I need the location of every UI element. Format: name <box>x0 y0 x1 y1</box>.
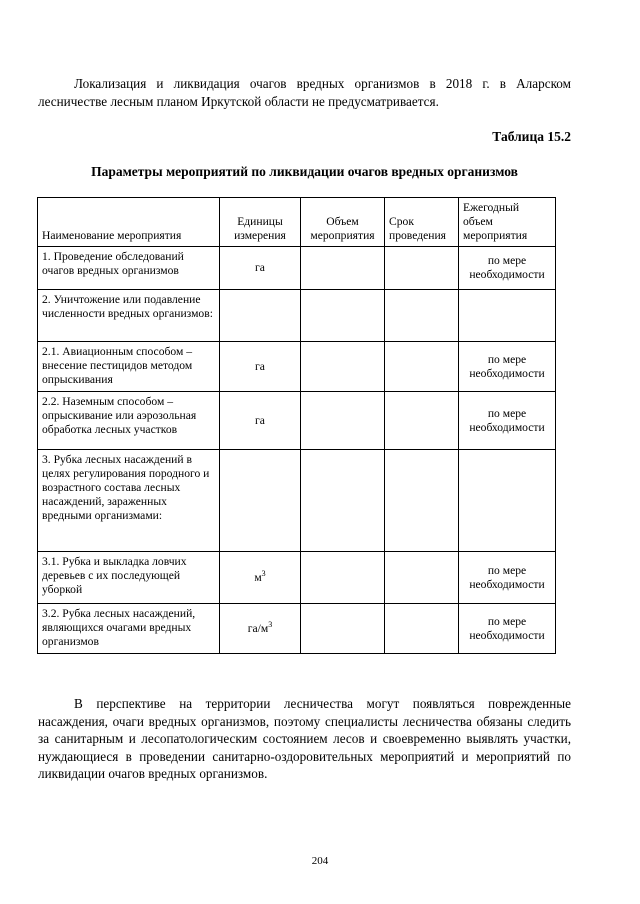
unit-text: м <box>254 570 262 584</box>
table-row <box>38 392 556 450</box>
row-annual-cell: по мере необходимости <box>459 604 556 654</box>
row-unit-cell <box>220 392 301 450</box>
table-row <box>38 604 556 654</box>
unit-superscript: 3 <box>268 619 273 629</box>
row-term-cell <box>385 450 459 552</box>
row-volume-cell <box>301 450 385 552</box>
intro-paragraph: Локализация и ликвидация очагов вредных организмов в 2018 г. в Аларском лесничестве лесным планом Иркутской области не предусматривается. <box>38 76 571 109</box>
row-name-cell: 3.1. Рубка и выкладка ловчих деревьев с их последующей уборкой <box>38 552 220 604</box>
row-volume-cell <box>301 290 385 342</box>
header-volume: Объем мероприятия <box>301 198 385 247</box>
row-volume-cell <box>301 552 385 604</box>
row-name-cell: 1. Проведение обследований очагов вредных организмов <box>38 247 220 290</box>
row-unit-cell <box>220 290 301 342</box>
row-annual-cell: по мере необходимости <box>459 552 556 604</box>
row-annual-cell: по мере необходимости <box>459 342 556 392</box>
unit-text: га <box>255 261 265 274</box>
row-annual-cell <box>459 290 556 342</box>
table-row <box>38 342 556 392</box>
row-name-cell: 3. Рубка лесных насаждений в целях регулирования породного и возрастного состава лесных насаждений, зараженных вредными организмами: <box>38 450 220 552</box>
row-volume-cell <box>301 247 385 290</box>
table-header-row <box>38 198 556 247</box>
header-unit: Единицы измерения <box>220 198 301 247</box>
unit-text: га <box>255 359 265 373</box>
unit-text: га <box>255 413 265 427</box>
row-unit-cell <box>220 450 301 552</box>
row-term-cell <box>385 392 459 450</box>
row-name-cell: 2.2. Наземным способом – опрыскивание или аэрозольная обработка лесных участков <box>38 392 220 450</box>
outlook-paragraph: В перспективе на территории лесничества могут появляться поврежденные насаждения, очаги вредных организмов, поэтому специалисты лесничества обязаны следить за санитарным и лесопатологическим состоянием лесов и своевременно выявлять участки, нуждающиеся в проведении санитарно-оздоровительных мероприятий и мероприятий по ликвидации очагов вредных организмов. <box>38 696 571 782</box>
row-annual-cell: по мере необходимости <box>459 392 556 450</box>
row-unit-cell <box>220 247 301 290</box>
row-term-cell <box>385 290 459 342</box>
header-annual: Ежегодный объем мероприятия <box>459 198 556 247</box>
row-volume-cell <box>301 604 385 654</box>
header-term: Срок проведения <box>385 198 459 247</box>
table-row <box>38 247 556 290</box>
table-number: Таблица 15.2 <box>492 129 571 144</box>
row-name-cell: 2. Уничтожение или подавление численности вредных организмов: <box>38 290 220 342</box>
row-unit-cell <box>220 342 301 392</box>
row-annual-cell <box>459 450 556 552</box>
unit-superscript: 3 <box>261 568 266 578</box>
row-unit-cell <box>220 552 301 604</box>
row-volume-cell <box>301 392 385 450</box>
row-annual-cell: по мере необходимости <box>459 247 556 290</box>
table-row <box>38 552 556 604</box>
table-title: Параметры мероприятий по ликвидации очагов вредных организмов <box>91 164 518 179</box>
table-row <box>38 450 556 552</box>
row-term-cell <box>385 342 459 392</box>
row-name-cell: 3.2. Рубка лесных насаждений, являющихся очагами вредных организмов <box>38 604 220 654</box>
row-term-cell <box>385 604 459 654</box>
table-row <box>38 290 556 342</box>
row-unit-cell <box>220 604 301 654</box>
row-volume-cell <box>301 342 385 392</box>
page-number: 204 <box>311 855 329 867</box>
row-name-cell: 2.1. Авиационным способом – внесение пестицидов методом опрыскивания <box>38 342 220 392</box>
row-term-cell <box>385 552 459 604</box>
row-term-cell <box>385 247 459 290</box>
unit-text: га/м <box>247 621 269 635</box>
measures-table <box>37 197 556 654</box>
header-name: Наименование мероприятия <box>38 198 220 247</box>
